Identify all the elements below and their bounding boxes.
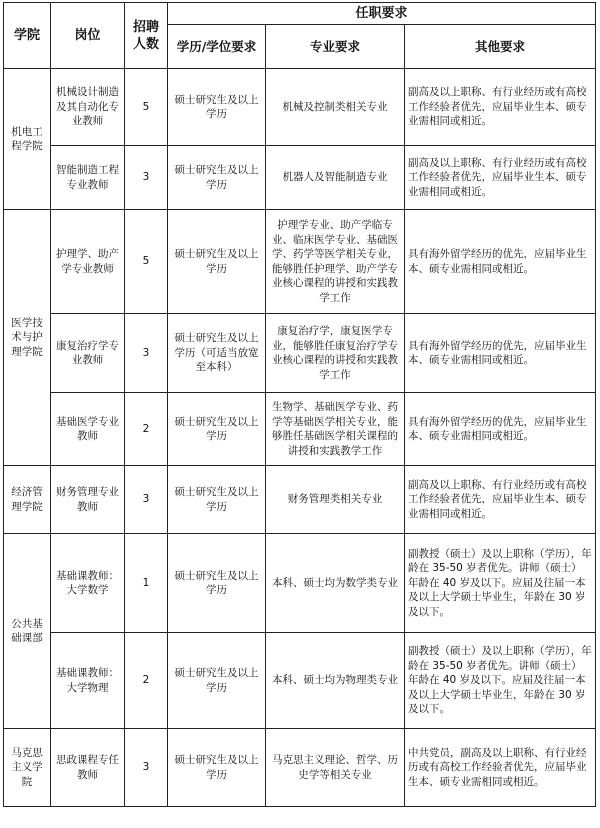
table-row xyxy=(4,466,596,534)
count-cell: 3 xyxy=(125,314,168,393)
other-cell: 具有海外留学经历的优先，应届毕业生本、硕专业需相同或相近。 xyxy=(405,393,596,466)
count-cell: 3 xyxy=(125,466,168,534)
count-cell: 2 xyxy=(125,393,168,466)
table-row xyxy=(4,69,596,146)
major-cell: 机器人及智能制造专业 xyxy=(266,146,405,210)
header-degree: 学历/学位要求 xyxy=(168,25,266,69)
college-cell: 经济管理学院 xyxy=(4,466,51,534)
major-cell: 马克思主义理论、哲学、历史学等相关专业 xyxy=(266,729,405,807)
header-requirements: 任职要求 xyxy=(168,3,596,25)
header-major: 专业要求 xyxy=(266,25,405,69)
major-cell: 护理学专业、助产学临专业、临床医学专业、基础医学、药学等医学相关专业，能够胜任护理学、助产学专业核心课程的讲授和实践教学工作 xyxy=(266,210,405,314)
degree-cell: 硕士研究生及以上学历 xyxy=(168,210,266,314)
college-cell: 医学技术与护理学院 xyxy=(4,210,51,466)
other-cell: 副高及以上职称、有行业经历或有高校工作经验者优先，应届毕业生本、硕专业需相同或相近。 xyxy=(405,466,596,534)
table-row xyxy=(4,633,596,729)
degree-cell: 硕士研究生及以上学历 xyxy=(168,146,266,210)
college-cell: 机电工程学院 xyxy=(4,69,51,210)
position-cell: 护理学、助产学专业教师 xyxy=(51,210,125,314)
major-cell: 康复治疗学，康复医学专业，能够胜任康复治疗学专业核心课程的讲授和实践教学工作 xyxy=(266,314,405,393)
table-row xyxy=(4,393,596,466)
count-cell: 3 xyxy=(125,146,168,210)
header-other: 其他要求 xyxy=(405,25,596,69)
other-cell: 副教授（硕士）及以上职称（学历），年龄在 35-50 岁者优先。讲师（硕士）年龄在 40 岁及以下。应届及往届一本及以上大学硕士毕业生，年龄在 30 岁及以下。 xyxy=(405,534,596,633)
degree-cell: 硕士研究生及以上学历 xyxy=(168,69,266,146)
count-cell: 3 xyxy=(125,729,168,807)
recruitment-table xyxy=(3,2,596,807)
college-cell: 公共基础课部 xyxy=(4,534,51,729)
position-cell: 基础课教师：大学物理 xyxy=(51,633,125,729)
position-cell: 机械设计制造及其自动化专业教师 xyxy=(51,69,125,146)
major-cell: 机械及控制类相关专业 xyxy=(266,69,405,146)
degree-cell: 硕士研究生及以上学历 xyxy=(168,466,266,534)
position-cell: 康复治疗学专业教师 xyxy=(51,314,125,393)
other-cell: 具有海外留学经历的优先，应届毕业生本、硕专业需相同或相近。 xyxy=(405,210,596,314)
count-cell: 5 xyxy=(125,69,168,146)
header-count: 招聘人数 xyxy=(125,3,168,69)
degree-cell: 硕士研究生及以上学历 xyxy=(168,633,266,729)
degree-cell: 硕士研究生及以上学历 xyxy=(168,393,266,466)
major-cell: 财务管理类相关专业 xyxy=(266,466,405,534)
position-cell: 财务管理专业教师 xyxy=(51,466,125,534)
header-college: 学院 xyxy=(4,3,51,69)
degree-cell: 硕士研究生及以上学历 xyxy=(168,729,266,807)
degree-cell: 硕士研究生及以上学历 xyxy=(168,534,266,633)
table-row xyxy=(4,729,596,807)
position-cell: 思政课程专任教师 xyxy=(51,729,125,807)
position-cell: 基础课教师：大学数学 xyxy=(51,534,125,633)
major-cell: 本科、硕士均为物理类专业 xyxy=(266,633,405,729)
other-cell: 具有海外留学经历的优先，应届毕业生本、硕专业需相同或相近。 xyxy=(405,314,596,393)
table-row xyxy=(4,210,596,314)
table-row xyxy=(4,146,596,210)
count-cell: 1 xyxy=(125,534,168,633)
other-cell: 副高及以上职称、有行业经历或有高校工作经验者优先，应届毕业生本、硕专业需相同或相近。 xyxy=(405,69,596,146)
table-row xyxy=(4,314,596,393)
major-cell: 生物学、基础医学专业、药学等基础医学相关专业，能够胜任基础医学相关课程的讲授和实践教学工作 xyxy=(266,393,405,466)
college-cell: 马克思主义学院 xyxy=(4,729,51,807)
count-cell: 2 xyxy=(125,633,168,729)
header-position: 岗位 xyxy=(51,3,125,69)
position-cell: 智能制造工程专业教师 xyxy=(51,146,125,210)
table-row xyxy=(4,534,596,633)
count-cell: 5 xyxy=(125,210,168,314)
major-cell: 本科、硕士均为数学类专业 xyxy=(266,534,405,633)
other-cell: 副高及以上职称、有行业经历或有高校工作经验者优先，应届毕业生本、硕专业需相同或相近。 xyxy=(405,146,596,210)
other-cell: 副教授（硕士）及以上职称（学历），年龄在 35-50 岁者优先。讲师（硕士）年龄在 40 岁及以下。应届及往届一本及以上大学硕士毕业生，年龄在 30 岁及以下。 xyxy=(405,633,596,729)
position-cell: 基础医学专业教师 xyxy=(51,393,125,466)
other-cell: 中共党员，副高及以上职称、有行业经历或有高校工作经验者优先，应届毕业生本、硕专业需相同或相近。 xyxy=(405,729,596,807)
degree-cell: 硕士研究生及以上学历（可适当放宽至本科） xyxy=(168,314,266,393)
